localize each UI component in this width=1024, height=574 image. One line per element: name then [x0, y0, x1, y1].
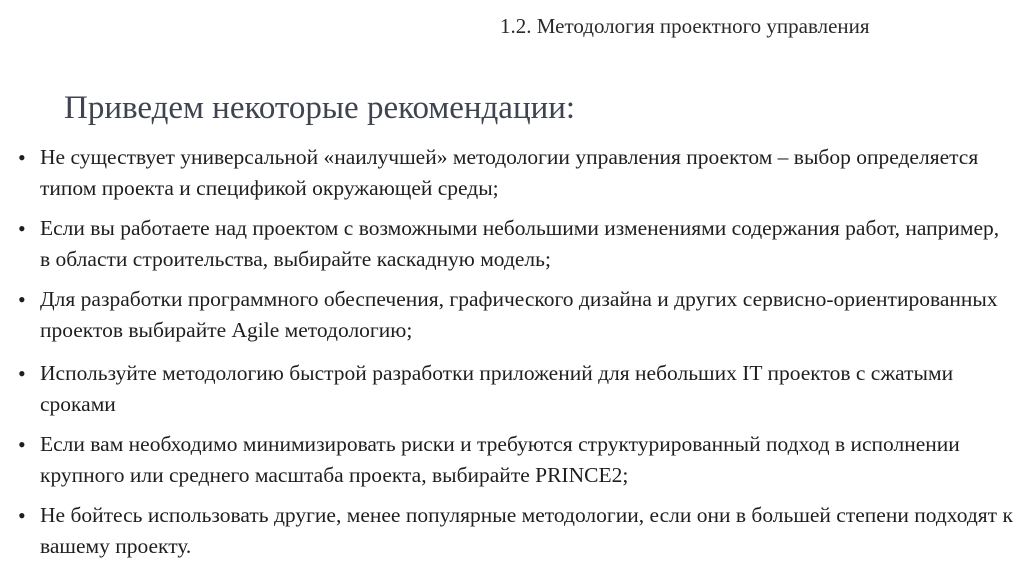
bullet-icon: • [18, 145, 26, 170]
list-item [14, 213, 1014, 275]
list-item [14, 284, 1014, 346]
bullet-icon: • [18, 432, 26, 457]
bullet-icon: • [18, 287, 26, 312]
bullet-icon: • [18, 216, 26, 241]
list-item-text: Не существует универсальной «наилучшей» методологии управления проектом – выбор определяется типом проекта и спецификой окружающей среды; [40, 145, 979, 200]
recommendations-list [14, 142, 1014, 571]
list-item-text: Если вы работаете над проектом с возможными небольшими изменениями содержания работ, например, в области строительства, выбирайте каскадную модель; [40, 216, 1000, 271]
bullet-icon: • [18, 503, 26, 528]
list-item-text: Для разработки программного обеспечения, графического дизайна и других сервисно-ориентированных проектов выбирайте Agile методологию; [40, 287, 998, 342]
section-title: 1.2. Методология проектного управления [500, 14, 870, 38]
slide-heading: Приведем некоторые рекомендации: [64, 90, 576, 126]
list-item [14, 500, 1014, 562]
list-item-text: Если вам необходимо минимизировать риски и требуются структурированный подход в исполнении крупного или среднего масштаба проекта, выбирайте PRINCE2; [40, 432, 960, 487]
list-item [14, 429, 1014, 491]
list-item-text: Используйте методологию быстрой разработки приложений для небольших IT проектов с сжатыми сроками [40, 361, 954, 416]
bullet-icon: • [18, 361, 26, 386]
list-item [14, 358, 1014, 420]
list-item-text: Не бойтесь использовать другие, менее популярные методологии, если они в большей степени подходят к вашему проекту. [40, 503, 1013, 558]
list-item [14, 142, 1014, 204]
